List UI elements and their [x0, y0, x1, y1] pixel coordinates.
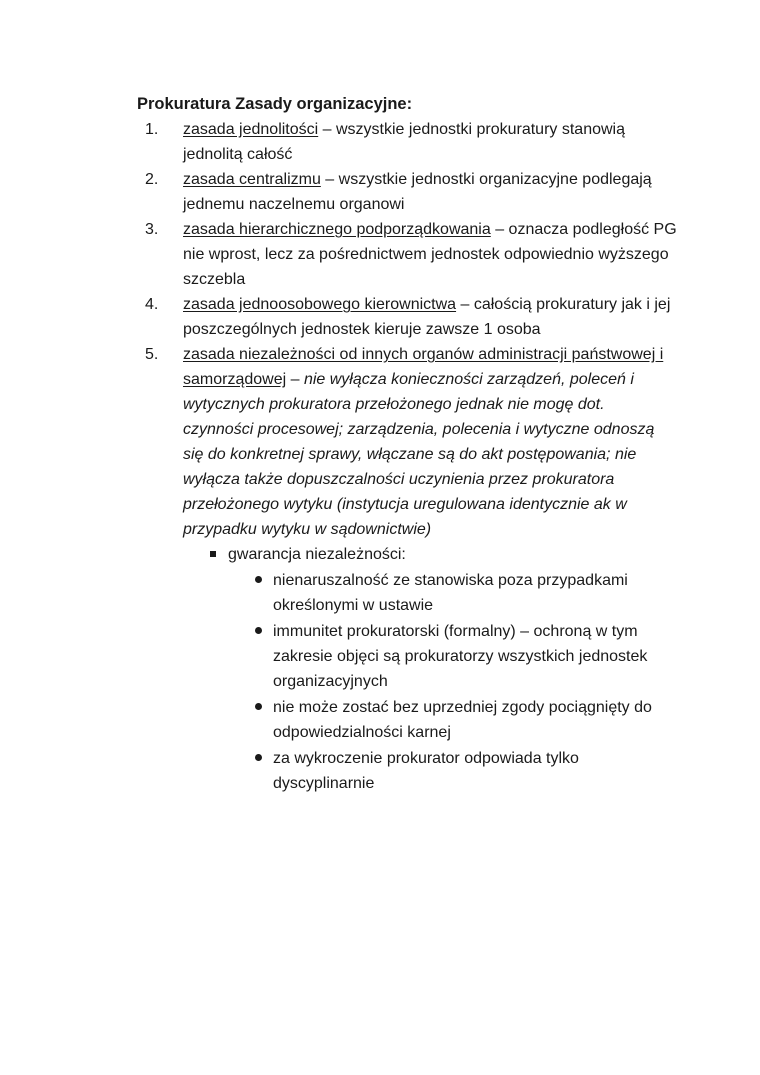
bullet-text: immunitet prokuratorski (formalny) – ochroną w tym zakresie objęci są prokuratorzy wszystkich jednostek organizacyjnych: [273, 623, 648, 690]
bullet-text: nienaruszalność ze stanowiska poza przypadkami określonymi w ustawie: [273, 572, 628, 614]
list-item-3: [137, 217, 677, 292]
sub-list-item: [137, 542, 677, 567]
item-number: 2.: [145, 171, 159, 188]
bullet-icon: [255, 576, 262, 583]
bullet-text: za wykroczenie prokurator odpowiada tylko dyscyplinarnie: [273, 750, 579, 792]
bullet-item-4: [137, 746, 677, 796]
item-text: – całością prokuratury jak i jej poszczególnych jednostek kieruje zawsze 1 osoba: [183, 296, 671, 338]
item-number: 1.: [145, 121, 159, 138]
list-item-1: [137, 117, 677, 167]
item-term: zasada jednolitości: [183, 121, 319, 138]
bullet-item-3: [137, 695, 677, 745]
bullet-icon: [255, 703, 262, 710]
item-dash: –: [286, 371, 304, 388]
list-item-5: [137, 342, 677, 542]
item-text: – wszystkie jednostki organizacyjne podlegają jednemu naczelnemu organowi: [183, 171, 652, 213]
bullet-item-2: [137, 619, 677, 694]
bullet-icon: [255, 754, 262, 761]
principles-list: [137, 117, 677, 796]
item-italic-text: nie wyłącza konieczności zarządzeń, poleceń i wytycznych prokuratora przełożonego jednak nie mogę dot. czynności procesowej; zarządzenia, polecenia i wytyczne odnoszą się do konkretnej sprawy, włączane są do akt postępowania; nie wyłącza także dopuszczalności uczynienia przez prokuratora przełożonego wytyku (instytucja uregulowana identycznie ak w przypadku wytyku w sądownictwie): [183, 371, 655, 538]
square-bullet-icon: [210, 551, 216, 557]
document-title: Prokuratura Zasady organizacyjne:: [137, 95, 413, 113]
item-term: zasada hierarchicznego podporządkowania: [183, 221, 491, 238]
item-number: 5.: [145, 346, 159, 363]
item-term: zasada centralizmu: [183, 171, 321, 188]
item-number: 3.: [145, 221, 159, 238]
bullet-item-1: [137, 568, 677, 618]
item-text: – oznacza podległość PG nie wprost, lecz za pośrednictwem jednostek odpowiednio wyższego szczebla: [183, 221, 677, 288]
item-term: zasada niezależności od innych organów administracji państwowej i samorządowej: [183, 346, 664, 388]
sub-heading: gwarancja niezależności:: [228, 546, 406, 563]
item-text: – wszystkie jednostki prokuratury stanowią jednolitą całość: [183, 121, 625, 163]
bullet-text: nie może zostać bez uprzedniej zgody pociągnięty do odpowiedzialności karnej: [273, 699, 652, 741]
list-item-2: [137, 167, 677, 217]
bullet-icon: [255, 627, 262, 634]
list-item-4: [137, 292, 677, 342]
item-term: zasada jednoosobowego kierownictwa: [183, 296, 457, 313]
item-number: 4.: [145, 296, 159, 313]
